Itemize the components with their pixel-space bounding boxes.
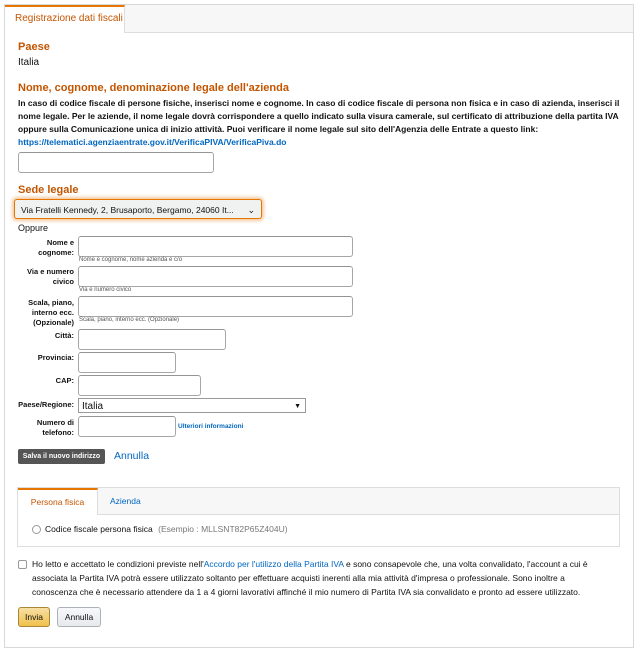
- country-heading: Paese: [18, 41, 50, 53]
- province-input[interactable]: [78, 352, 176, 373]
- extra-hint: Scala, piano, interno ecc. (Opzionale): [79, 317, 180, 323]
- tab-azienda[interactable]: Azienda: [110, 496, 141, 506]
- codice-fiscale-label-text: Codice fiscale persona fisica: [45, 524, 153, 534]
- agreement-text-after: e sono consapevole che, una volta convalidato, l'account a cui è associata la Partita IVA potrà essere utilizzato soltanto per effettuare acquisti inerenti alla mia attività d'impresa o professionale. Sono inoltre a conoscenza che è necessario attendere da 1 a 4 giorni lavorativi affinché il mio numero di Partita IVA sia convalidato e pronto ad essere utilizzato.: [32, 559, 588, 597]
- name-label: Nome e cognome:: [38, 238, 74, 257]
- tab-bar: [5, 5, 633, 33]
- legal-name-input[interactable]: [18, 152, 214, 173]
- tax-id-panel: [17, 487, 620, 547]
- street-input[interactable]: [78, 266, 353, 287]
- city-label: Città:: [54, 331, 74, 340]
- address-select[interactable]: [14, 199, 262, 219]
- chevron-down-icon: ⌄: [247, 205, 255, 215]
- tab-persona-fisica[interactable]: Persona fisica: [18, 488, 98, 515]
- cap-label: CAP:: [55, 376, 74, 385]
- agreement-text: [32, 557, 612, 599]
- address-heading: Sede legale: [18, 184, 79, 196]
- full-name-input[interactable]: [78, 236, 353, 257]
- verifica-piva-link[interactable]: https://telematici.agenziaentrate.gov.it/VerificaPIVA/VerificaPiva.do: [18, 137, 287, 147]
- codice-fiscale-radio[interactable]: [32, 525, 41, 534]
- agreement-checkbox[interactable]: [18, 560, 27, 569]
- address-select-value: Via Fratelli Kennedy, 2, Brusaporto, Bergamo, 24060 It...: [21, 205, 234, 215]
- phone-input[interactable]: [78, 416, 176, 437]
- street-label: Via e numero civico: [27, 267, 74, 286]
- dropdown-arrow-icon: ▼: [294, 403, 301, 410]
- codice-fiscale-example: (Esempio : MLLSNT82P65Z404U): [158, 524, 288, 534]
- cancel-address-link[interactable]: Annulla: [114, 450, 150, 462]
- name-heading: Nome, cognome, denominazione legale dell'azienda: [18, 82, 289, 94]
- save-address-button[interactable]: Salva il nuovo indirizzo: [18, 449, 105, 464]
- tab-registrazione-dati-fiscali[interactable]: Registrazione dati fiscali: [5, 5, 125, 33]
- phone-label: Numero di telefono:: [36, 418, 74, 437]
- extra-label: Scala, piano, interno ecc. (Opzionale): [28, 298, 74, 327]
- country-value: Italia: [18, 57, 40, 68]
- codice-fiscale-label: [45, 524, 288, 534]
- country-region-label: Paese/Regione:: [18, 400, 74, 409]
- agreement-link[interactable]: Accordo per l'utilizzo della Partita IVA: [203, 559, 344, 569]
- name-instructions-text: In caso di codice fiscale di persone fisiche, inserisci nome e cognome. In caso di codice fiscale di persona non fisica e in caso di azienda, inserisci il nome legale. Per le aziende, il nome legale dovrà corrispondere a quello indicato sulla visura camerale, sul certificato di attribuzione della partita IVA oppure sulla Comunicazione unica di inizio attività. Puoi verificare il nome legale sul sito dell'Agenzia delle Entrate a questo link:: [18, 98, 620, 134]
- extra-input[interactable]: [78, 296, 353, 317]
- tax-id-tabs: [18, 488, 619, 515]
- province-label: Provincia:: [37, 353, 74, 362]
- country-region-select[interactable]: [78, 398, 306, 413]
- name-instructions: [18, 97, 624, 149]
- agreement-text-before: Ho letto e accettato le condizioni previste nell': [32, 559, 204, 569]
- or-label: Oppure: [18, 223, 49, 233]
- city-input[interactable]: [78, 329, 226, 350]
- more-info-link[interactable]: Ulteriori informazioni: [178, 423, 244, 430]
- country-region-value: Italia: [82, 401, 104, 412]
- submit-button[interactable]: Invia: [18, 607, 50, 627]
- street-hint: Via e numero civico: [79, 287, 132, 293]
- name-hint: Nome e cognome, nome azienda e c/o: [79, 257, 183, 263]
- cap-input[interactable]: [78, 375, 201, 396]
- cancel-button[interactable]: Annulla: [57, 607, 101, 627]
